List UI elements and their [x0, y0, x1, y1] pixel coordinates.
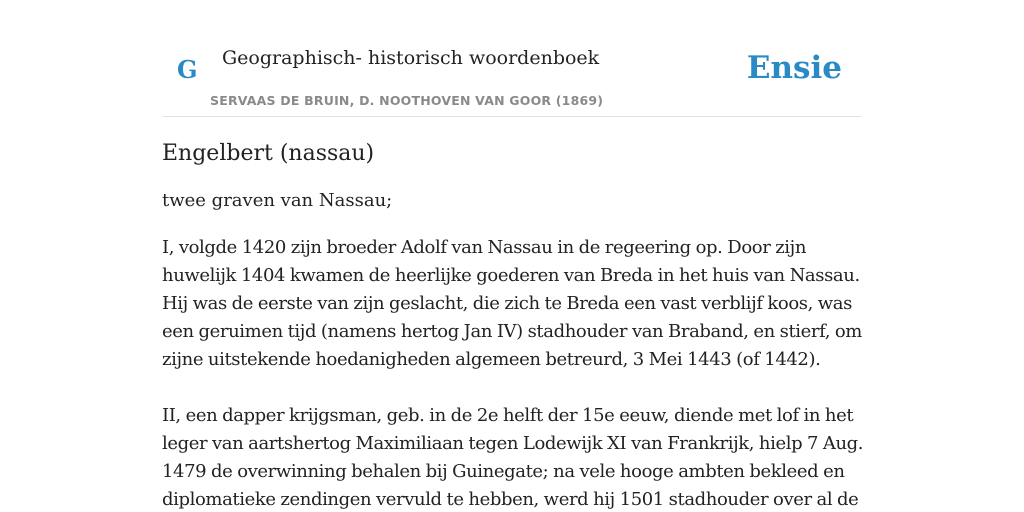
book-authors: SERVAAS DE BRUIN, D. NOOTHOVEN VAN GOOR (1869)	[210, 93, 604, 108]
entry-title: Engelbert (nassau)	[162, 141, 375, 166]
entry-paragraph-2: II, een dapper krijgsman, geb. in de 2e helft der 15e eeuw, diende met lof in het leger van aartshertog Maximiliaan tegen Lodewijk XI van Frankrijk, hielp 7 Aug. 1479 de overwinning behalen bij Guinegate; na vele hooge ambten bekleed en diplomatieke zendingen vervuld te hebben, werd hij 1501 stadhouder over al de	[162, 405, 864, 510]
ensie-logo[interactable]: Ensie	[746, 50, 842, 86]
book-letter-icon[interactable]: G	[177, 55, 198, 84]
entry-content	[162, 136, 864, 512]
book-title-link[interactable]: Geographisch- historisch woordenboek	[222, 47, 600, 69]
entry-paragraph-1: I, volgde 1420 zijn broeder Adolf van Nassau in de regeering op. Door zijn huwelijk 1404 kwamen de heerlijke goederen van Breda in het huis van Nassau. Hij was de eerste van zijn geslacht, die zich te Breda een vast verblijf koos, was een geruimen tijd (namens hertog Jan IV) stadhouder van Braband, en stierf, om zijne uitstekende hoedanigheden algemeen betreurd, 3 Mei 1443 (of 1442).	[162, 237, 862, 370]
entry-subtitle: twee graven van Nassau;	[162, 190, 393, 211]
book-header	[162, 0, 862, 117]
